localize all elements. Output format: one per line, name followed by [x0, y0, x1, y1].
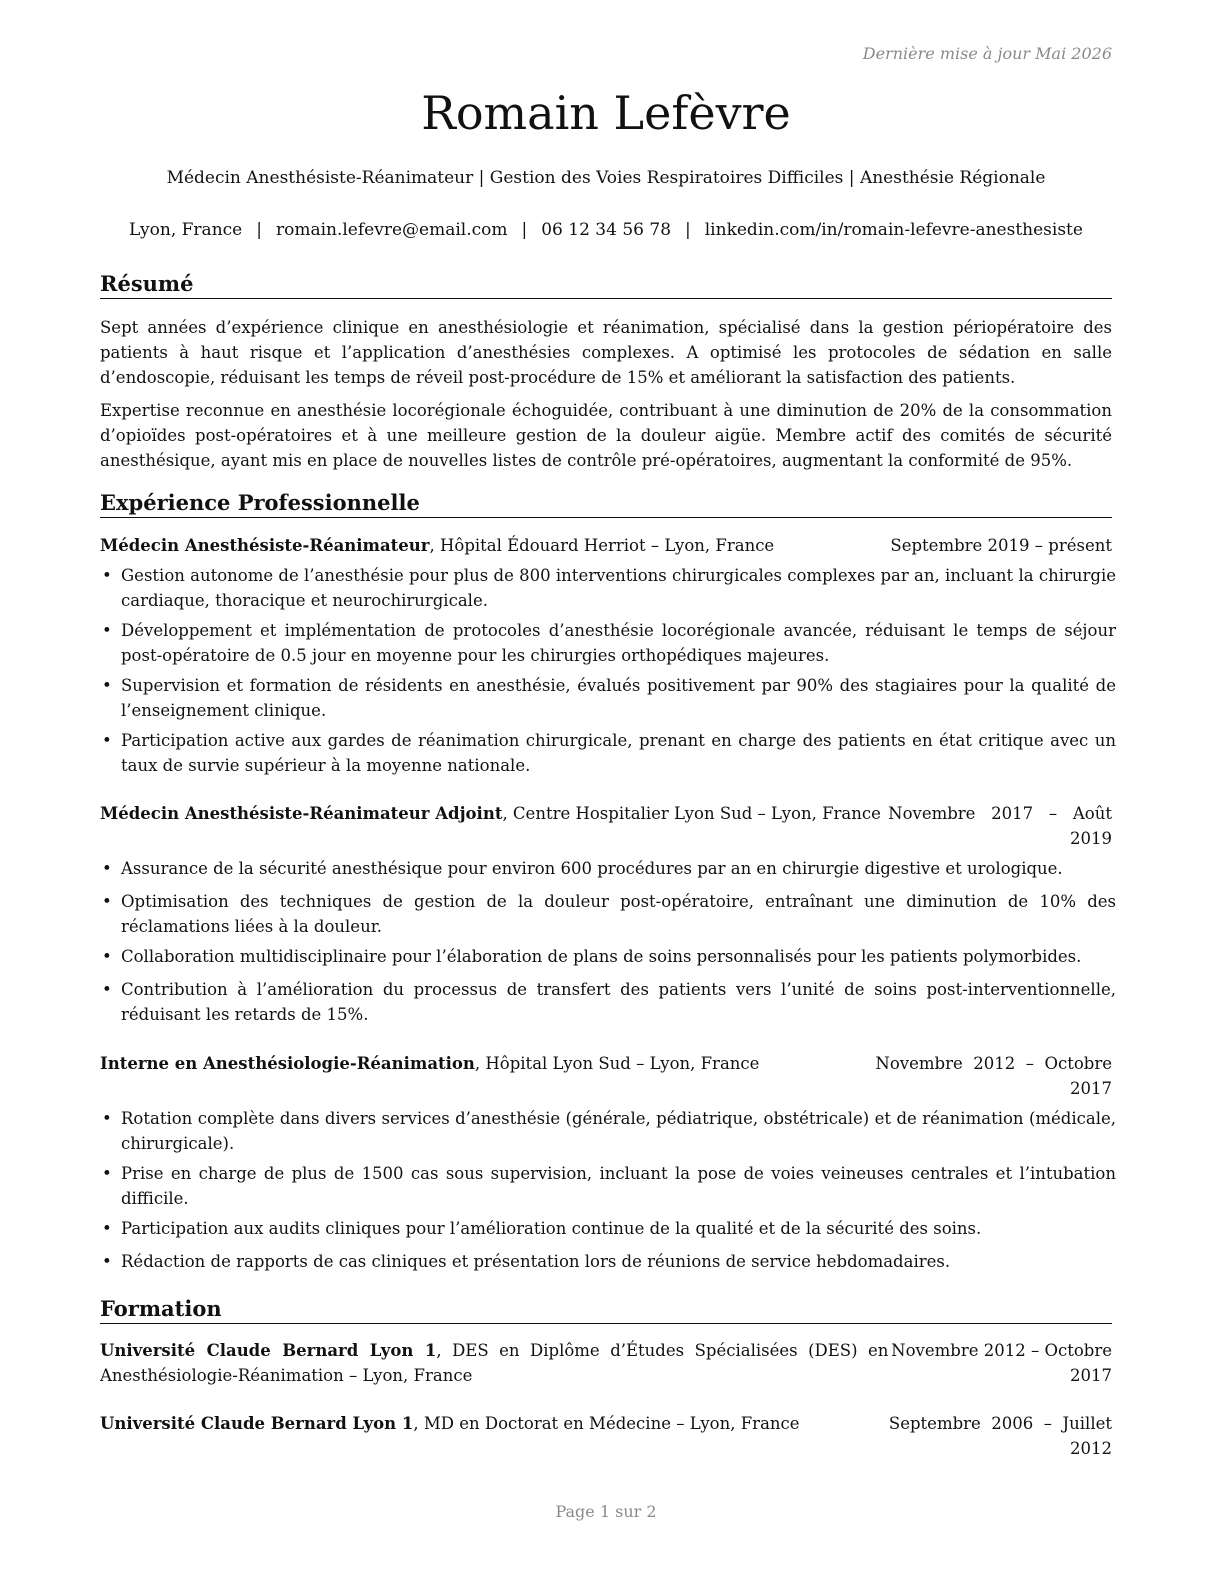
- job-dates: Novembre 2017 – Août: [888, 804, 1112, 823]
- list-item: • Rotation complète dans divers services d’anesthésie (générale, pédiatrique, obstétricale) et de réanimation (médicale, chirurgicale).: [100, 1106, 1116, 1156]
- contact-line: [100, 220, 1112, 240]
- list-item: • Participation active aux gardes de réanimation chirurgicale, prenant en charge des patients en état critique avec un taux de survie supérieur à la moyenne nationale.: [100, 728, 1116, 778]
- list-item: • Collaboration multidisciplinaire pour l’élaboration de plans de soins personnalisés pour les patients polymorbides.: [100, 944, 1116, 969]
- job-place: , Centre Hospitalier Lyon Sud – Lyon, France: [502, 804, 881, 823]
- education-dates: Septembre 2006 – Juillet: [888, 1414, 1112, 1433]
- list-item: • Supervision et formation de résidents en anesthésie, évalués positivement par 90% des stagiaires pour la qualité de l’enseignement clinique.: [100, 673, 1116, 723]
- contact-separator: |: [256, 220, 262, 240]
- tagline: Médecin Anesthésiste-Réanimateur | Gestion des Voies Respiratoires Difficiles | Anesthésie Régionale: [166, 168, 1046, 188]
- list-item: • Assurance de la sécurité anesthésique pour environ 600 procédures par an en chirurgie digestive et urologique.: [100, 856, 1116, 881]
- education-dates-year: 2017: [1070, 1366, 1112, 1385]
- list-item: • Développement et implémentation de protocoles d’anesthésie locorégionale avancée, réduisant le temps de séjour post-opératoire de 0.5 jour en moyenne pour les chirurgies orthopédiques majeures.: [100, 618, 1116, 668]
- contact-linkedin[interactable]: linkedin.com/in/romain-lefevre-anesthesiste: [704, 220, 1083, 240]
- contact-email[interactable]: romain.lefevre@email.com: [275, 220, 508, 240]
- job-role: Interne en Anesthésiologie-Réanimation: [100, 1054, 475, 1073]
- last-updated: Dernière mise à jour Mai 2026: [862, 44, 1112, 63]
- education-school: Université Claude Bernard Lyon 1: [100, 1341, 437, 1360]
- job-place: , Hôpital Édouard Herriot – Lyon, France: [429, 536, 775, 555]
- contact-separator: |: [685, 220, 691, 240]
- list-item: • Rédaction de rapports de cas cliniques et présentation lors de réunions de service hebdomadaires.: [100, 1249, 1116, 1274]
- contact-location: Lyon, France: [129, 220, 243, 240]
- job-role: Médecin Anesthésiste-Réanimateur: [100, 536, 430, 555]
- summary-paragraph: Sept années d’expérience clinique en anesthésiologie et réanimation, spécialisé dans la gestion périopératoire des patients à haut risque et l’application d’anesthésies complexes. A optimisé les protocoles de sédation en salle d’endoscopie, réduisant les temps de réveil post-procédure de 15% et améliorant la satisfaction des patients.: [100, 318, 1112, 387]
- list-item: • Optimisation des techniques de gestion de la douleur post-opératoire, entraînant une diminution de 10% des réclamations liées à la douleur.: [100, 889, 1116, 939]
- page-number: Page 1 sur 2: [555, 1502, 657, 1521]
- education-dates: Novembre 2012 – Octobre: [891, 1341, 1112, 1360]
- list-item: • Participation aux audits cliniques pour l’amélioration continue de la qualité et de la sécurité des soins.: [100, 1216, 1116, 1241]
- education-degree-cont: Anesthésiologie-Réanimation – Lyon, France: [100, 1366, 473, 1385]
- list-item: • Contribution à l’amélioration du processus de transfert des patients vers l’unité de soins post-interventionnelle, réduisant les retards de 15%.: [100, 977, 1116, 1027]
- candidate-name: Romain Lefèvre: [421, 86, 791, 140]
- list-item: • Gestion autonome de l’anesthésie pour plus de 800 interventions chirurgicales complexes par an, incluant la chirurgie cardiaque, thoracique et neurochirurgicale.: [100, 563, 1116, 613]
- contact-separator: |: [521, 220, 528, 240]
- job-bullets: [100, 563, 1116, 778]
- education-dates-year: 2012: [1070, 1439, 1112, 1458]
- job-role: Médecin Anesthésiste-Réanimateur Adjoint: [100, 804, 503, 823]
- job-dates: Septembre 2019 – présent: [890, 536, 1112, 555]
- job-dates: Novembre 2012 – Octobre: [875, 1054, 1112, 1073]
- education-school: Université Claude Bernard Lyon 1: [100, 1414, 414, 1433]
- list-item: • Prise en charge de plus de 1500 cas sous supervision, incluant la pose de voies veineuses centrales et l’intubation difficile.: [100, 1161, 1116, 1211]
- job-dates-year: 2017: [1070, 1079, 1112, 1098]
- education-degree: , DES en Diplôme d’Études Spécialisées (DES) en: [436, 1341, 889, 1360]
- job-dates-year: 2019: [1070, 829, 1112, 848]
- section-title-experience: Expérience Professionnelle: [100, 491, 1112, 518]
- section-title-education: Formation: [100, 1297, 1112, 1324]
- education-degree: , MD en Doctorat en Médecine – Lyon, France: [413, 1414, 800, 1433]
- section-title-summary: Résumé: [100, 272, 1112, 299]
- job-bullets: [100, 1106, 1116, 1274]
- job-place: , Hôpital Lyon Sud – Lyon, France: [474, 1054, 760, 1073]
- summary-paragraph: Expertise reconnue en anesthésie locorégionale échoguidée, contribuant à une diminution de 20% de la consommation d’opioïdes post-opératoires et à une meilleure gestion de la douleur aigüe. Membre actif des comités de sécurité anesthésique, ayant mis en place de nouvelles listes de contrôle pré-opératoires, augmentant la conformité de 95%.: [100, 401, 1112, 470]
- contact-phone: 06 12 34 56 78: [541, 220, 672, 240]
- job-bullets: [100, 856, 1116, 1027]
